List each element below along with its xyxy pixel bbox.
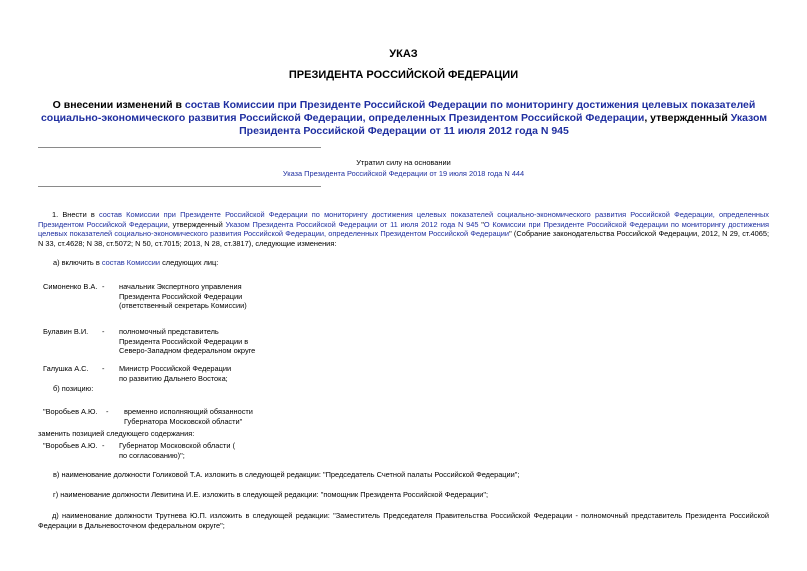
repeal-link[interactable]: Указа Президента Российской Федерации от 19 июля 2018 года N 444 <box>282 169 525 178</box>
item-a-text: а) включить в <box>53 258 102 267</box>
title-link-decree[interactable]: Указом Президента Российской Федерации от 11 июля 2012 года N 945 <box>239 112 768 137</box>
position-name: "Воробьев А.Ю. <box>43 441 98 450</box>
item-d: д) наименование должности Трутнева Ю.П. изложить в следующей редакции: "Заместитель Председателя Правительства Российской Федерации - полномочный представитель Президента Российской Федерации в Дальневосточном федеральном округе"; <box>38 511 769 530</box>
item-b: б) позицию: <box>53 384 94 393</box>
p1-text: , утвержденный <box>167 219 226 229</box>
person-dash: - <box>102 282 105 291</box>
divider-bottom <box>38 186 321 187</box>
person-name: Симоненко В.А. <box>43 282 98 291</box>
person-role: Министр Российской Федерации по развитию Дальнего Востока; <box>119 364 232 383</box>
document-title <box>38 99 770 138</box>
item-a <box>53 258 218 268</box>
item-a-link[interactable]: состав Комиссии <box>101 258 161 267</box>
p1-text: " (Собрание законодательства Российской Федерации, 2012, N 29, ст.4065; N 33, ст.4628; N 38, ст.5072; N 50, ст.7015; 2013, N 28, ст.3817), следующие изменения: <box>38 229 769 248</box>
status-label: Утратил силу на основании <box>356 158 451 167</box>
person-role: начальник Экспертного управления Президента Российской Федерации (ответственный секретарь Комиссии) <box>119 282 247 311</box>
p1-text: " <box>478 219 484 229</box>
item-v: в) наименование должности Голиковой Т.А. изложить в следующей редакции: "Председатель Счетной палаты Российской Федерации"; <box>53 470 520 479</box>
title-text: , утвержденный <box>644 112 731 124</box>
decree-heading: УКАЗ <box>389 48 418 60</box>
president-heading: ПРЕЗИДЕНТА РОССИЙСКОЙ ФЕДЕРАЦИИ <box>288 69 519 81</box>
paragraph-1 <box>38 210 769 248</box>
item-g: г) наименование должности Левитина И.Е. изложить в следующей редакции: "помощник Президента Российской Федерации"; <box>53 490 489 499</box>
person-dash: - <box>102 364 105 373</box>
p1-text: 1. Внести в <box>52 210 100 219</box>
position-dash: - <box>106 407 109 416</box>
person-dash: - <box>102 327 105 336</box>
replace-text: заменить позицией следующего содержания: <box>38 429 195 438</box>
person-role: полномочный представитель Президента Российской Федерации в Северо-Западном федеральном округе <box>119 327 256 356</box>
title-text: О внесении изменений в <box>52 99 185 111</box>
position-name: "Воробьев А.Ю. <box>43 407 98 416</box>
p1-link-commission[interactable]: состав Комиссии при Президенте Российской Федерации по мониторингу достижения целевых показателей социально-экономического развития Российской Федерации, определенных Президентом Российской Федерации <box>38 210 769 229</box>
position-dash: - <box>102 441 105 450</box>
title-link-commission[interactable]: состав Комиссии при Президенте Российской Федерации по мониторингу достижения целевых показателей социально-экономического развития Российской Федерации, определенных Президентом Российской Федерации <box>40 99 756 124</box>
position-role: Губернатор Московской области ( по согласованию)"; <box>119 441 236 460</box>
position-role: временно исполняющий обязанности Губернатора Московской области" <box>124 407 253 426</box>
divider-top <box>38 147 321 148</box>
p1-link-commission-decree[interactable]: О Комиссии при Президенте Российской Федерации по мониторингу достижения целевых показателей социально-экономического развития Российской Федерации, определенных Президентом Российской Федерации <box>38 219 769 239</box>
person-name: Галушка А.С. <box>43 364 89 373</box>
person-name: Булавин В.И. <box>43 327 89 336</box>
item-a-text: следующих лиц: <box>160 258 219 267</box>
p1-link-decree[interactable]: Указом Президента Российской Федерации от 11 июля 2012 года N 945 <box>225 219 479 229</box>
